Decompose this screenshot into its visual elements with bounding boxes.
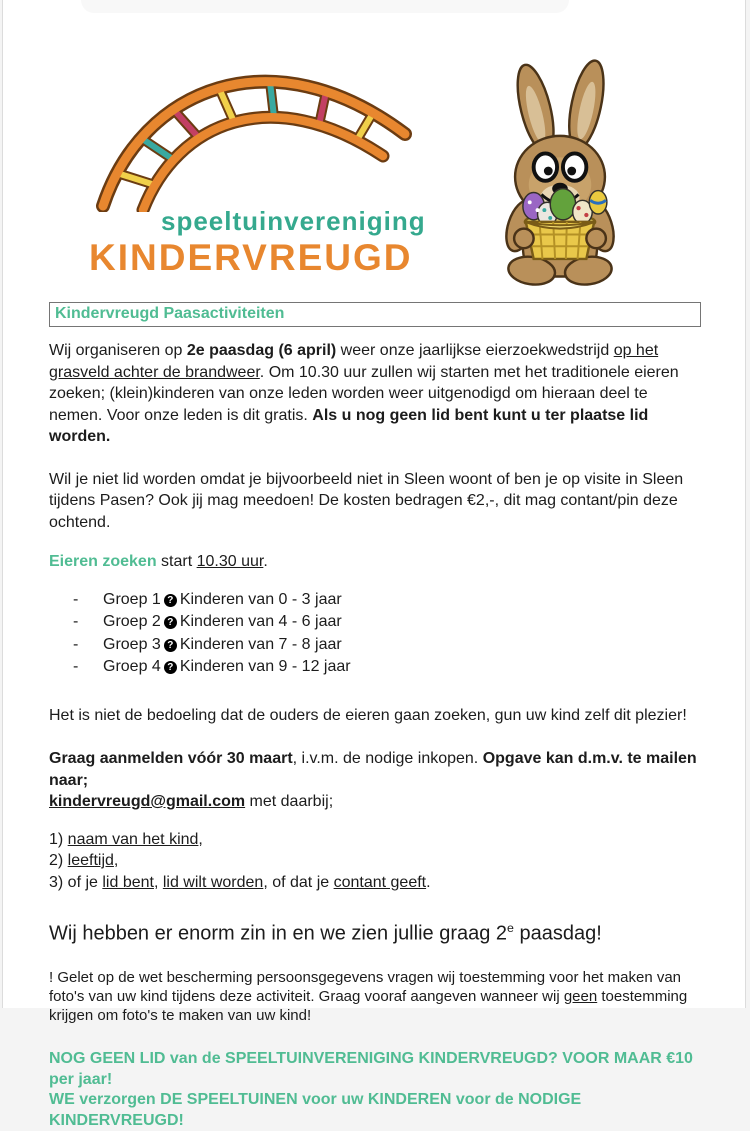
signup-item-3: 3) of je lid bent, lid wilt worden, of dat je contant geeft. [49, 873, 431, 891]
group-desc: Kinderen van 7 - 8 jaar [179, 635, 342, 653]
list-item [49, 656, 701, 679]
group-desc: Kinderen van 0 - 3 jaar [179, 590, 342, 608]
bullet-dash: - [73, 613, 79, 630]
replacement-char-icon: ? [164, 661, 177, 674]
signup-item-2: 2) leeftijd, [49, 852, 119, 869]
group-name: Groep 4 [103, 658, 161, 675]
visitors-paragraph: Wil je niet lid worden omdat je bijvoorbeeld niet in Sleen woont of ben je op visite in Sleen tijdens Pasen? Ook jij mag meedoen! De kosten bedragen €2,-, dit mag contant/pin deze ochtend. [49, 470, 684, 531]
intro-paragraph: Wij organiseren op 2e paasdag (6 april) weer onze jaarlijkse eierzoekwedstrijd op het grasveld achter de brandweer. Om 10.30 uur zullen wij starten met het traditionele eieren zoeken; (klein)kinderen van onze leden worden weer uitgenodigd om hieraan deel te nemen. Voor onze leden is dit gratis. Als u nog geen lid bent kunt u ter plaatse lid worden. [49, 342, 679, 445]
easter-bunny-icon [477, 56, 643, 289]
replacement-char-icon: ? [164, 594, 177, 607]
footer-line-2: WE verzorgen DE SPEELTUINEN voor uw KINDEREN voor de NODIGE KINDERVREUGD! [49, 1091, 582, 1129]
document-page [2, 0, 746, 1129]
parents-note: Het is niet de bedoeling dat de ouders de eieren gaan zoeken, gun uw kind zelf dit plezier! [49, 706, 687, 724]
replacement-char-icon: ? [164, 616, 177, 629]
list-item [49, 611, 701, 634]
list-item [49, 634, 701, 657]
document-body [3, 302, 745, 1131]
membership-footer [49, 1049, 701, 1131]
egg-hunt-start-line: Eieren zoeken start 10.30 uur. [49, 553, 268, 570]
footer-line-1: NOG GEEN LID van de SPEELTUINVERENIGING KINDERVREUGD? VOOR MAAR €10 per jaar! [49, 1050, 693, 1088]
group-name: Groep 3 [103, 635, 161, 653]
club-logo [87, 60, 427, 279]
group-desc: Kinderen van 4 - 6 jaar [179, 613, 342, 630]
group-name: Groep 1 [103, 590, 161, 608]
list-item [49, 589, 701, 612]
email-link[interactable]: kindervreugd@gmail.com [49, 793, 246, 810]
signup-item-1: 1) naam van het kind, [49, 830, 203, 848]
bullet-dash: - [73, 635, 79, 653]
logo-title: KINDERVREUGD [89, 237, 413, 278]
group-list [49, 589, 701, 679]
bullet-dash: - [73, 590, 79, 608]
document-title-box [49, 302, 701, 327]
header [3, 0, 745, 300]
document-title: Kindervreugd Paasactiviteiten [55, 305, 285, 322]
logo-subtitle: speeltuinvereniging [161, 206, 426, 236]
signup-paragraph: Graag aanmelden vóór 30 maart, i.v.m. de nodige inkopen. Opgave kan d.m.v. te mailen naar; kindervreugd@gmail.com met daarbij; [49, 750, 697, 810]
climbing-frame-icon [87, 60, 427, 212]
privacy-paragraph: ! Gelet op de wet bescherming persoonsgegevens vragen wij toestemming voor het maken van foto's van uw kind tijdens deze activiteit. Graag vooraf aangeven wanneer wij geen toestemming krijgen om foto's te maken van uw kind! [49, 968, 688, 1025]
group-name: Groep 2 [103, 613, 161, 630]
signup-requirements [49, 829, 701, 894]
bullet-dash: - [73, 658, 79, 675]
group-desc: Kinderen van 9 - 12 jaar [179, 658, 351, 675]
replacement-char-icon: ? [164, 639, 177, 652]
closing-line: Wij hebben er enorm zin in en we zien jullie graag 2e paasdag! [49, 921, 602, 945]
